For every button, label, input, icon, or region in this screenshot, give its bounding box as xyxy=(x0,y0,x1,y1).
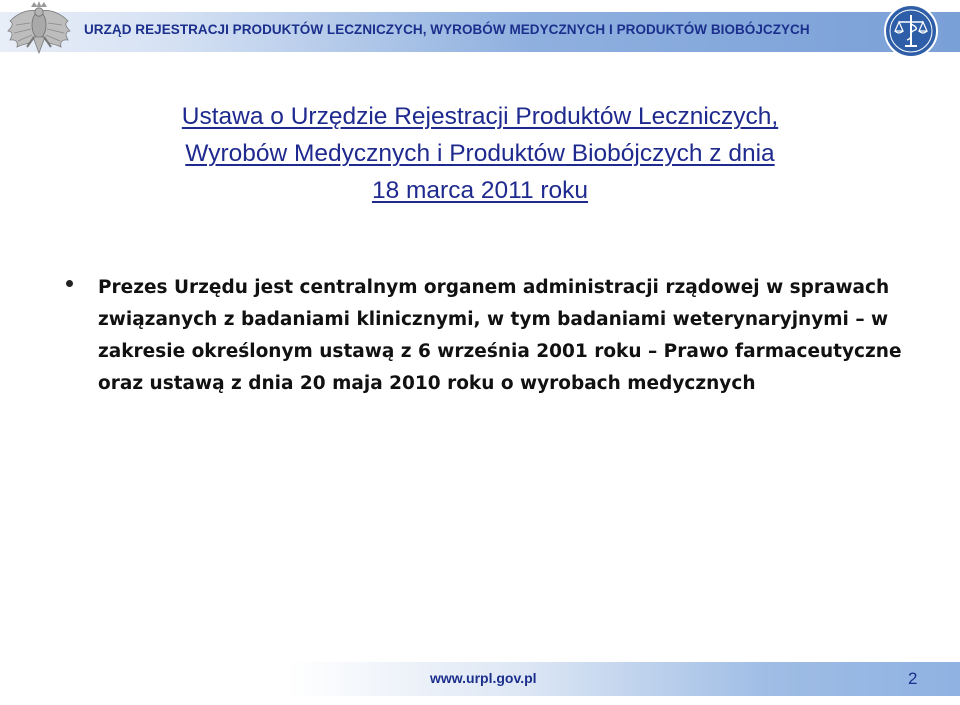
slide-title-line: Ustawa o Urzędzie Rejestracji Produktów Leczniczych, xyxy=(181,103,779,130)
slide-title-line: 18 marca 2011 roku xyxy=(371,177,589,204)
bullet-list xyxy=(60,272,910,400)
bullet-dot-icon xyxy=(66,280,73,287)
footer-url: www.urpl.gov.pl xyxy=(430,670,537,686)
slide-title-line: Wyrobów Medycznych i Produktów Biobójczych z dnia xyxy=(185,140,775,167)
bullet-text: Prezes Urzędu jest centralnym organem administracji rządowej w sprawach związanych z badaniami klinicznymi, w tym badaniami weterynaryjnymi – w zakresie określonym ustawą z 6 września 2001 roku – Prawo farmaceutyczne oraz ustawą z dnia 20 maja 2010 roku o wyrobach medycznych xyxy=(98,277,902,394)
urpl-seal-icon xyxy=(880,2,942,60)
page-number: 2 xyxy=(908,669,918,688)
slide-header xyxy=(0,0,960,62)
polish-eagle-icon xyxy=(4,1,74,61)
slide-title xyxy=(50,98,910,209)
bullet-item xyxy=(60,272,910,400)
header-title: URZĄD REJESTRACJI PRODUKTÓW LECZNICZYCH, WYROBÓW MEDYCZNYCH I PRODUKTÓW BIOBÓJCZYCH xyxy=(84,22,810,37)
